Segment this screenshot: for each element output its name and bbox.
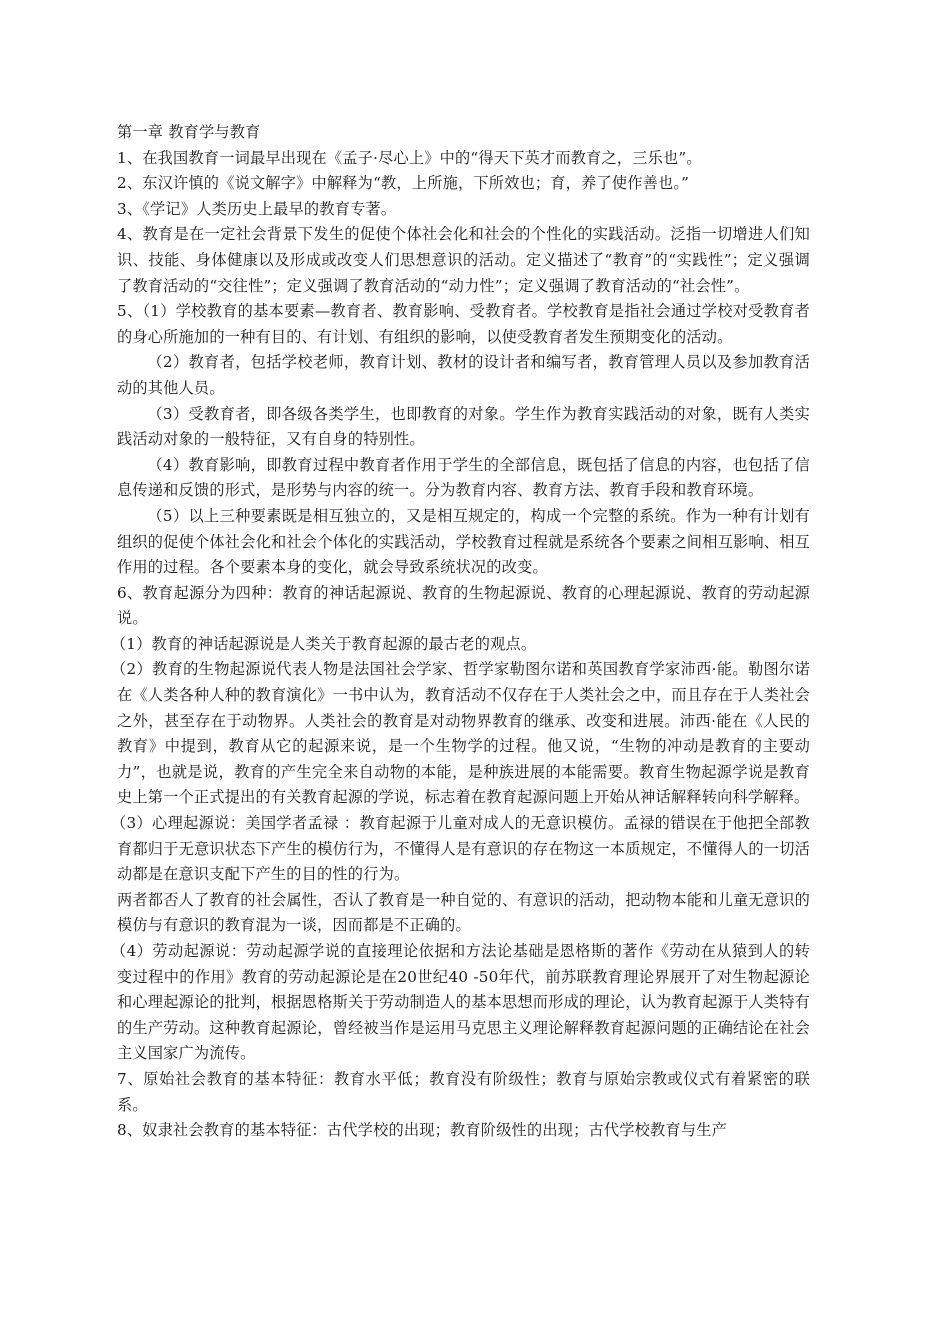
paragraph: 5、（1）学校教育的基本要素—教育者、教育影响、受教育者。学校教育是指社会通过学校对受教育者的身心所施加的一种有目的、有计划、有组织的影响，以使受教育者发生预期变化的活动。: [117, 302, 810, 346]
paragraph: 4、教育是在一定社会背景下发生的促使个体社会化和社会的个性化的实践活动。泛指一切增进人们知识、技能、身体健康以及形成或改变人们思想意识的活动。定义描述了“教育”的“实践性”；定义强调了教育活动的“交往性”；定义强调了教育活动的“动力性”；定义强调了教育活动的“社会性”。: [117, 225, 810, 295]
paragraph: 8、奴隶社会教育的基本特征：古代学校的出现；教育阶级性的出现；古代学校教育与生产: [117, 1121, 727, 1140]
paragraph: （4）劳动起源说：劳动起源学说的直接理论依据和方法论基础是恩格斯的著作《劳动在从猿到人的转变过程中的作用》教育的劳动起源论是在20世纪40 -50年代，前苏联教育理论界展开了对生物起源论和心理起源论的批判，根据恩格斯关于劳动制造人的基本思想而形成的理论，认为教育起源于人类特有的生产劳动。这种教育起源论，曾经被当作是运用马克思主义理论解释教育起源问题的正确结论在社会主义国家广为流传。: [110, 942, 810, 1063]
document-page: [110, 120, 810, 1144]
paragraph: （2）教育的生物起源说代表人物是法国社会学家、哲学家勒图尔诺和英国教育学家沛西·能。勒图尔诺在《人类各种人种的教育演化》一书中认为，教育活动不仅存在于人类社会之中，而且存在于人类社会之外，甚至存在于动物界。人类社会的教育是对动物界教育的继承、改变和进展。沛西·能在《人民的教育》中提到，教育从它的起源来说，是一个生物学的过程。他又说，“生物的冲动是教育的主要动力”，也就是说，教育的产生完全来自动物的本能，是种族进展的本能需要。教育生物起源学说是教育史上第一个正式提出的有关教育起源的学说，标志着在教育起源问题上开始从神话解释转向科学解释。: [110, 660, 810, 807]
paragraph: 3、《学记》人类历史上最早的教育专著。: [117, 199, 397, 218]
paragraph: 1、在我国教育一词最早出现在《孟子·尽心上》中的“得天下英才而教育之，三乐也”。: [117, 148, 702, 167]
document-body: [110, 146, 810, 1144]
paragraph: （5）以上三种要素既是相互独立的，又是相互规定的，构成一个完整的系统。作为一种有计划有组织的促使个体社会化和社会个体化的实践活动，学校教育过程就是系统各个要素之间相互影响、相互作用的过程。各个要素本身的变化，就会导致系统状况的改变。: [117, 506, 810, 577]
chapter-title: 第一章 教育学与教育: [117, 123, 261, 141]
paragraph: （1）教育的神话起源说是人类关于教育起源的最古老的观点。: [110, 634, 537, 653]
paragraph: 两者都否人了教育的社会属性，否认了教育是一种自觉的、有意识的活动，把动物本能和儿童无意识的模仿与有意识的教育混为一谈，因而都是不正确的。: [117, 890, 810, 935]
paragraph: 6、教育起源分为四种：教育的神话起源说、教育的生物起源说、教育的心理起源说、教育的劳动起源说。: [117, 583, 810, 628]
paragraph: （4）教育影响，即教育过程中教育者作用于学生的全部信息，既包括了信息的内容，也包括了信息传递和反馈的形式，是形势与内容的统一。分为教育内容、教育方法、教育手段和教育环境。: [117, 455, 810, 500]
paragraph: 2、东汉许慎的《说文解字》中解释为“教，上所施，下所效也；育，养了使作善也。”: [117, 174, 690, 193]
paragraph: （3）受教育者，即各级各类学生，也即教育的对象。学生作为教育实践活动的对象，既有人类实践活动对象的一般特征，又有自身的特别性。: [117, 404, 810, 449]
paragraph: 7、原始社会教育的基本特征：教育水平低；教育没有阶级性；教育与原始宗教或仪式有着紧密的联系。: [117, 1069, 810, 1114]
paragraph: （2）教育者，包括学校老师，教育计划、教材的设计者和编写者，教育管理人员以及参加教育活动的其他人员。: [117, 353, 810, 397]
paragraph: （3）心理起源说：美国学者孟禄 ：教育起源于儿童对成人的无意识模仿。孟禄的错误在于他把全部教育都归于无意识状态下产生的模仿行为，不懂得人是有意识的存在物这一本质规定，不懂得人的一切活动都是在意识支配下产生的目的性的行为。: [110, 814, 810, 884]
